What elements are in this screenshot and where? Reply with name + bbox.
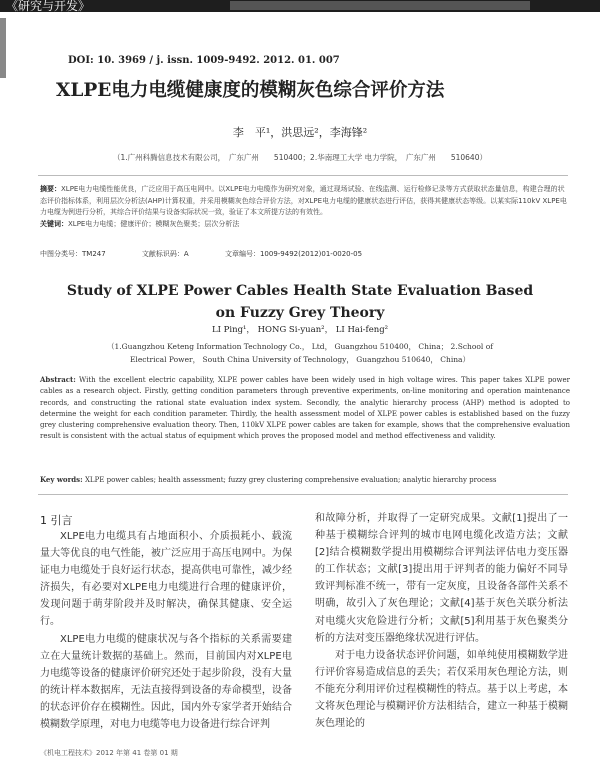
journal-tag: 《研究与开发》 xyxy=(6,0,91,12)
abstract-en xyxy=(40,374,570,443)
keywords-en-label: Key words: xyxy=(40,475,83,484)
keywords-en-line xyxy=(40,475,570,484)
abstract-en-label: Abstract: xyxy=(40,375,76,384)
keywords-cn-label: 关键词： xyxy=(40,219,68,228)
doi[interactable]: DOI: 10. 3969 / j. issn. 1009-9492. 2012. 01. 007 xyxy=(68,55,340,66)
authors-en: LI Ping¹， HONG Si-yuan²， LI Hai-feng² xyxy=(211,325,389,335)
body-column-left xyxy=(40,528,292,733)
abstract-en-text: With the excellent electric capability, XLPE power cables have been widely used in high voltage wires. This paper takes XLPE power cables as a research object. Firstly, getting condition parameters through preventive experiments, on-line monitoring and operation maintenance records, and constructing the rational state evaluation index system. Secondly, the analytic hierarchy process (AHP) method is adopted to determine the weight for each condition parameter. Thirdly, the health assessment model of XLPE power cables is established based on the fuzzy grey clustering comprehensive evaluation theory. Then, 110kV XLPE power cables are taken for example, shows that the comprehensive evaluation result is consistent with the actual status of equipment which proves the proposed model and method effectiveness and validity. xyxy=(40,376,570,441)
divider-top xyxy=(38,175,568,176)
abstract-cn-label: 摘要： xyxy=(40,185,61,193)
side-margin-mark xyxy=(0,18,6,78)
paper-title-cn: XLPE电力电缆健康度的模糊灰色综合评价方法 xyxy=(56,80,445,101)
classification-line xyxy=(40,249,570,259)
page-footer: 《机电工程技术》2012 年第 41 卷第 01 期 xyxy=(40,749,178,757)
journal-header-bar xyxy=(0,0,600,12)
body-paragraph: 对于电力设备状态评价问题，如单纯使用模糊数学进行评价容易造成信息的丢失；若仅采用灰色理论方法，则不能充分利用评价过程模糊性的特点。基于以上考虑，本文将灰色理论与模糊评价方法相结合，建立一种基于模糊灰色理论的 xyxy=(315,649,568,730)
keywords-en: XLPE power cables; health assessment; fuzzy grey clustering comprehensive evaluation; analytic hierarchy process xyxy=(84,476,497,484)
body-paragraph: XLPE电力电缆的健康状况与各个指标的关系需要建立在大量统计数据的基础上。然而，目前国内对XLPE电力电缆等设备的健康评价研究还处于起步阶段，没有大量的统计样本数据库，无法直接得到设备的寿命模型，设备的状态评价存在模糊性。因此，国内外专家学者开始结合模糊数学原理，对电力电缆等电力设备进行综合评判 xyxy=(40,633,292,731)
body-column-right xyxy=(315,510,568,732)
authors-cn: 李 平¹，洪思远²，李海锋² xyxy=(232,126,368,139)
body-paragraph: XLPE电力电缆具有占地面积小、介质损耗小、载流量大等优良的电气性能，被广泛应用于高压电网中。为保证电力电缆处于良好运行状态，提高供电可靠性，减少经济损失，有必要对XLPE电力电缆进行合理的健康评价，发现问题于萌芽阶段并及时解决，确保其健康、安全运行。 xyxy=(40,531,292,628)
divider-bottom xyxy=(38,494,568,495)
keywords-cn: XLPE电力电缆；健康评价；模糊灰色聚类；层次分析法 xyxy=(68,219,240,228)
affiliation-en: （1.Guangzhou Keteng Information Technology Co.， Ltd， Guangzhou 510400， China； 2.School of Electrical Power， South China University of Technology， Guangzhou 510640， China） xyxy=(107,342,493,364)
abstract-cn xyxy=(40,184,570,230)
header-strip xyxy=(230,1,530,10)
section-heading-introduction: 1 引言 xyxy=(40,514,73,527)
document-code: 文献标识码：A xyxy=(141,250,189,258)
affiliation-cn: （1.广州科腾信息技术有限公司， 广东广州 510400；2.华南理工大学 电力学院， 广东广州 510640） xyxy=(113,153,487,162)
body-paragraph: 和故障分析，并取得了一定研究成果。文献[1]提出了一种基于模糊综合评判的城市电网电缆化改造方法；文献[2]结合模糊数学提出用模糊综合评判法评估电力变压器的工作状态；文献[3]提出用于评判者的能力偏好不同导致评判标准不统一，带有一定灰度，且设备各部件关系不明确，故引入了灰色理论；文献[4]基于灰色关联分析法对电缆火灾危险进行分析；文献[5]利用基于灰色聚类分析的方法对变压器绝缘状况进行评估。 xyxy=(315,513,568,644)
paper-title-en: Study of XLPE Power Cables Health State Evaluation Based on Fuzzy Grey Theory xyxy=(66,283,534,321)
clc-number: 中图分类号：TM247 xyxy=(40,250,106,258)
article-number: 文章编号：1009-9492(2012)01-0020-05 xyxy=(224,250,363,258)
abstract-cn-text: XLPE电力电缆性能优良，广泛应用于高压电网中。以XLPE电力电缆作为研究对象，通过现场试验、在线监测、运行检修记录等方式获取状态量信息，构建合理的状态评价指标体系，利用层次分析法(AHP)计算权重，并采用模糊灰色综合评价方法，对XLPE电力电缆的健康状态进行评估，获得其健康状态等级。以某实际110kV XLPE电力电缆为例进行分析，其综合评价结果与设备实际状况一致，验证了本文所提方法的有效性。 xyxy=(40,185,567,216)
